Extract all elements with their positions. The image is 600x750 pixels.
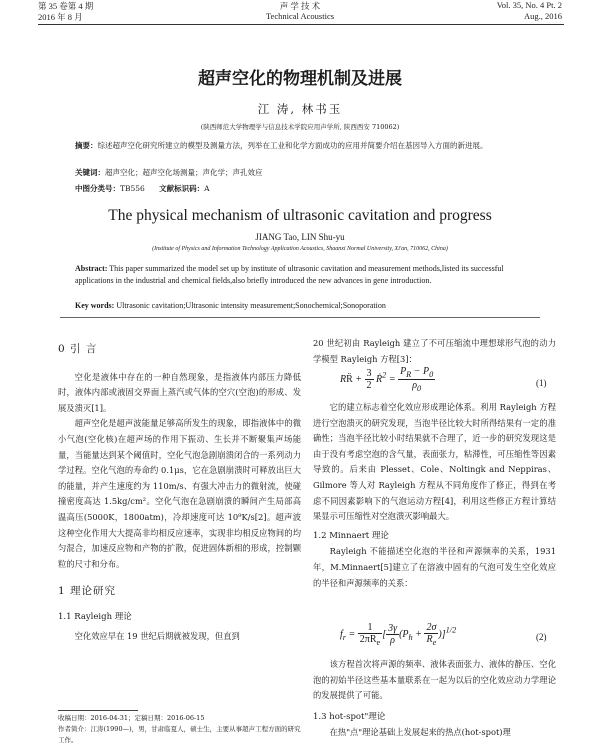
right-column-bottom	[313, 657, 556, 741]
header-date: 2016 年 8 月	[38, 12, 83, 22]
intro-paragraph-1: 空化是液体中存在的一种自然现象，是指液体内部压力降低时，液体内部或液固交界面上蒸汽或气体的空穴(空泡)的形成、发展及溃灭[1]。	[58, 371, 301, 413]
abstract-cn	[75, 139, 535, 152]
doc-code-value: A	[204, 184, 210, 193]
abstract-en-text: This paper summarized the model set up by institute of ultrasonic cavitation and measurement methods,listed its successful applications in the industrial and chemical fields,also briefly introduced the new advances in gene introduction.	[75, 264, 504, 285]
doc-code-label: 文献标识码：	[159, 184, 205, 193]
affiliation-cn: (陕西师范大学物理学与信息技术学院应用声学所, 陕西西安 710062)	[200, 123, 400, 131]
equation-2: $f_r$ = $\frac{1}{2\pi R_e}$ [ $\frac{3\gamma}{\rho}$ ($P_h$ + $\frac{2\sigma}{R_e}$ )]$^{1/2}$	[340, 622, 457, 647]
keywords-en-label: Key words:	[75, 301, 115, 310]
footnote-author: 作者简介：江涛(1990—)，男，甘肃临夏人，硕士生，主要从事超声工程方面的研究工作。	[58, 725, 301, 744]
classification-value: TB556	[120, 184, 145, 193]
minnaert-paragraph: Rayleigh 不能描述空化泡的半径和声源频率的关系，1931 年，M.Minnaert[5]建立了在溶液中固有的气泡可发生空化效应的半径和声源频率的关系：	[313, 546, 556, 588]
authors-en: JIANG Tao, LIN Shu-yu	[255, 232, 345, 242]
header-journal-en: Technical Acoustics	[265, 11, 335, 21]
equation-2-number: (2)	[536, 632, 547, 642]
rayleigh-paragraph-cont: 20 世纪初由 Rayleigh 建立了不可压缩流中理想球形气泡的动力学模型 Rayleigh 方程[3]：	[313, 338, 556, 364]
keywords-cn	[75, 166, 535, 179]
abstract-cn-label: 摘要：	[75, 141, 98, 150]
header-volume: 第 35 卷第 4 期	[38, 1, 94, 11]
abstract-en-label: Abstract:	[75, 264, 108, 273]
title-en: The physical mechanism of ultrasonic cavitation and progress	[108, 207, 492, 224]
keywords-en	[75, 300, 535, 312]
minnaert-discussion: 该方程首次将声源的频率、液体表面张力、液体的静压、空化泡的初始半径这些基本量联系在一起为以后的空化效应动力学理论的发展提供了可能。	[313, 659, 556, 701]
header-date-en: Aug., 2016	[523, 11, 562, 21]
left-column	[58, 342, 301, 644]
keywords-cn-label: 关键词：	[75, 168, 105, 177]
header-volume-en: Vol. 35, No. 4 Pt. 2	[496, 0, 562, 10]
authors-cn: 江 涛, 林书玉	[257, 102, 343, 116]
abstract-en	[75, 263, 535, 287]
section-0-heading: 0 引 言	[58, 343, 98, 355]
section-1-heading: 1 理论研究	[58, 585, 117, 598]
header-rule	[38, 24, 564, 25]
right-column-top	[313, 336, 556, 367]
header-journal-cn: 声 学 技 术	[279, 1, 321, 11]
rayleigh-discussion: 它的建立标志着空化效应形成理论体系。利用 Rayleigh 方程进行空泡溃灭的研究发现，当泡半径比较大时所得结果有一定的准确性；当泡半径比较小时结果就不合理了，近一步的研究发现这是由于没有考虑空泡的含气量，表面张力，粘滞性，可压缩性等因素导致的。后来由 Plesset、Cole、Noltingk and Neppiras、Gilmore 等人对 Rayleigh 方程从不同角度作了修正，得到在考虑不同因素影响下的气泡运动方程[4]，利用这些修正方程计算结果显示可压缩性对空泡溃灭影响最大。	[313, 402, 556, 522]
equation-1: RR̈ + $\frac{3}{2}$ Ṙ$^2$ = $\frac{P_R - P_0}{\rho_0}$	[340, 366, 434, 393]
classification-cn	[75, 182, 535, 195]
hotspot-paragraph-start: 在热"点"理论基础上发展起来的热点(hot-spot)理	[329, 727, 511, 738]
right-column-mid	[313, 400, 556, 591]
affiliation-en: (Institute of Physics and Information Technology Application Acoustics, Shaanxi Normal University, Xi'an, 710062, China)	[152, 246, 448, 252]
keywords-cn-text: 超声空化；超声空化场测量；声化学；声孔效应	[105, 168, 263, 177]
footnote-rule	[58, 710, 138, 711]
rayleigh-paragraph-start: 空化效应早在 19 世纪后期就被发现，但直到	[74, 630, 240, 641]
section-1-2-heading: 1.2 Minnaert 理论	[313, 530, 389, 541]
abstract-divider	[60, 317, 540, 318]
footnote-received: 收稿日期：2016-04-31；定稿日期：2016-06-15	[58, 714, 205, 722]
classification-label: 中图分类号：	[75, 184, 120, 193]
equation-1-number: (1)	[536, 378, 547, 388]
abstract-cn-text: 综述超声空化研究所建立的模型及测量方法，列举在工业和化学方面成功的应用并简要介绍在基因导入方面的新进展。	[97, 141, 488, 150]
intro-paragraph-2: 超声空化是超声波能量足够高所发生的现象，即指液体中的微小气泡(空化核)在超声场的作用下振动、生长并不断聚集声场能量，当能量达到某个阈值时，空化气泡急剧崩溃闭合的一系列动力学过程。空化气泡的寿命约 0.1μs，它在急剧崩溃时可释放出巨大的能量，并产生速度约为 110m/s、有强大冲击力的微射流，使碰撞密度高达 1.5kg/cm²。空化气泡在急剧崩溃的瞬间产生局部高温高压(5000K，1800atm)，冷却速度可达 10⁹K/s[2]。超声波这种空化作用大大提高非均相反应速率，实现非均相反应物间的均匀混合，加速反应物和产物的扩散，促进固体新相的形成，控制颗粒的尺寸和分布。	[58, 418, 301, 569]
keywords-en-text: Ultrasonic cavitation;Ultrasonic intensity measurement;Sonochemical;Sonoporation	[116, 301, 386, 310]
title-cn: 超声空化的物理机制及进展	[198, 69, 402, 89]
section-1-3-heading: 1.3 hot-spot"理论	[313, 711, 386, 722]
section-1-1-heading: 1.1 Rayleigh 理论	[58, 611, 132, 622]
